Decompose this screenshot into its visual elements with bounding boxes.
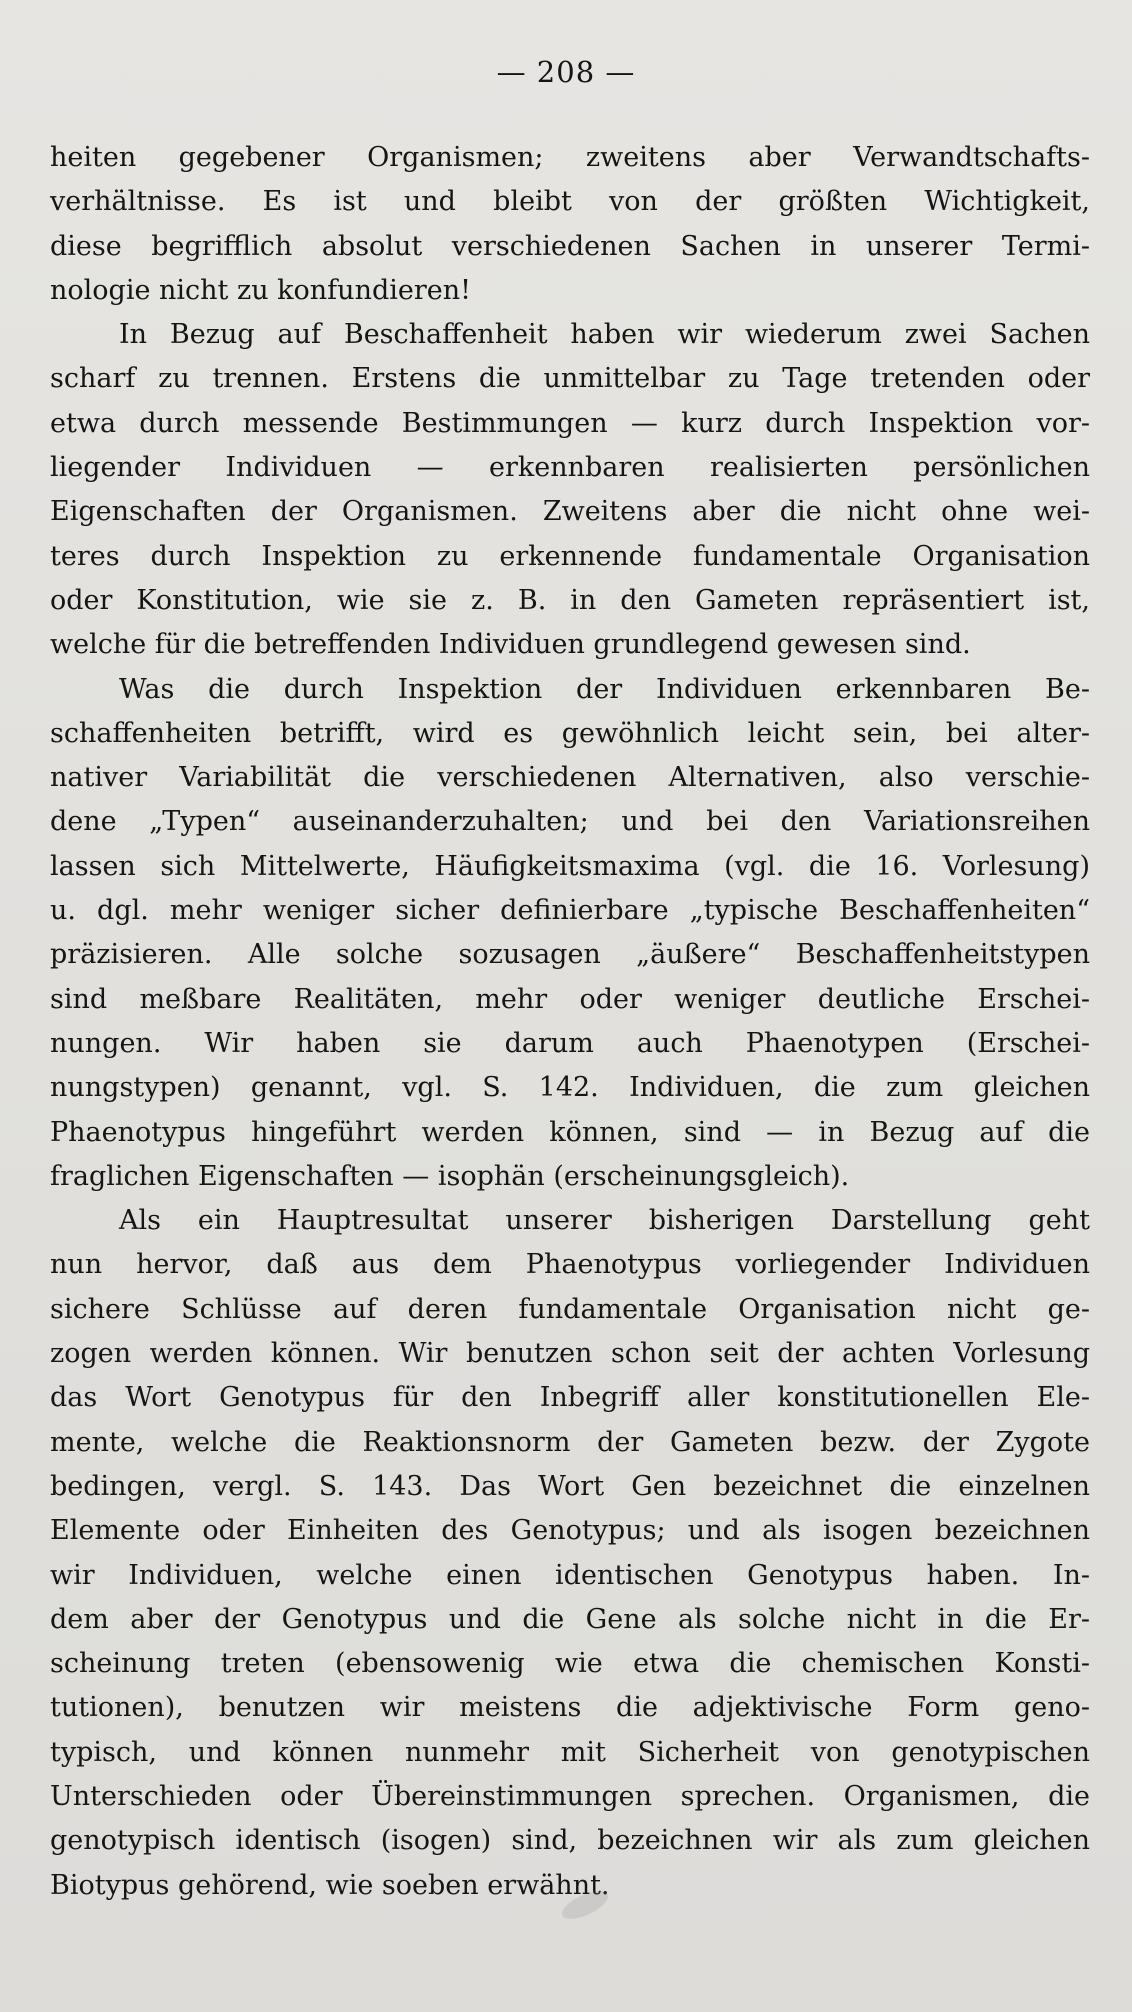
text-line: etwa durch messende Bestimmungen — kurz durch Inspektion vor- (50, 407, 1090, 439)
text-line: dem aber der Genotypus und die Gene als solche nicht in die Er- (50, 1603, 1090, 1635)
body-text (50, 136, 1090, 1908)
text-line: sind meßbare Realitäten, mehr oder weniger deutliche Erschei- (50, 983, 1090, 1015)
text-line: typisch, und können nunmehr mit Sicherheit von genotypischen (50, 1736, 1090, 1768)
text-line: mente, welche die Reaktionsnorm der Gameten bezw. der Zygote (50, 1426, 1090, 1458)
text-line: Unterschieden oder Übereinstimmungen sprechen. Organismen, die (50, 1780, 1090, 1812)
page-number: — 208 — (496, 55, 636, 89)
text-line: heiten gegebener Organismen; zweitens aber Verwandtschafts- (50, 142, 1090, 173)
text-line: scharf zu trennen. Erstens die unmittelbar zu Tage tretenden oder (50, 363, 1090, 395)
text-line: Was die durch Inspektion der Individuen erkennbaren Be- (119, 673, 1090, 705)
text-line: verhältnisse. Es ist und bleibt von der größten Wichtigkeit, (50, 186, 1090, 218)
text-line: diese begrifflich absolut verschiedenen Sachen in unserer Termi- (50, 230, 1090, 262)
text-line: liegender Individuen — erkennbaren realisierten persönlichen (50, 452, 1090, 484)
text-line: Als ein Hauptresultat unserer bisherigen Darstellung geht (119, 1205, 1090, 1237)
text-line: nativer Variabilität die verschiedenen Alternativen, also verschie- (50, 762, 1090, 794)
text-line: Eigenschaften der Organismen. Zweitens aber die nicht ohne wei- (50, 496, 1090, 528)
text-line: fraglichen Eigenschaften — isophän (erscheinungsgleich). (50, 1160, 850, 1192)
text-line: nologie nicht zu konfundieren! (50, 274, 471, 306)
text-line: wir Individuen, welche einen identischen Genotypus haben. In- (50, 1559, 1090, 1591)
text-line: Biotypus gehörend, wie soeben erwähnt. (50, 1869, 610, 1901)
text-line: lassen sich Mittelwerte, Häufigkeitsmaxima (vgl. die 16. Vorlesung) (50, 850, 1090, 882)
text-line: nun hervor, daß aus dem Phaenotypus vorliegender Individuen (50, 1249, 1090, 1281)
text-line: tutionen), benutzen wir meistens die adjektivische Form geno- (50, 1692, 1090, 1724)
text-line: In Bezug auf Beschaffenheit haben wir wiederum zwei Sachen (119, 319, 1090, 351)
text-line: Elemente oder Einheiten des Genotypus; und als isogen bezeichnen (50, 1515, 1090, 1547)
text-line: das Wort Genotypus für den Inbegriff aller konstitutionellen Ele- (50, 1382, 1090, 1414)
text-line: dene „Typen“ auseinanderzuhalten; und bei den Variationsreihen (50, 806, 1090, 838)
text-line: scheinung treten (ebensowenig wie etwa die chemischen Konsti- (50, 1648, 1090, 1680)
text-line: teres durch Inspektion zu erkennende fundamentale Organisation (50, 540, 1090, 572)
text-line: sichere Schlüsse auf deren fundamentale Organisation nicht ge- (50, 1293, 1090, 1325)
text-line: nungen. Wir haben sie darum auch Phaenotypen (Erschei- (50, 1027, 1090, 1059)
text-line: zogen werden können. Wir benutzen schon seit der achten Vorlesung (50, 1338, 1090, 1370)
text-line: bedingen, vergl. S. 143. Das Wort Gen bezeichnet die einzelnen (50, 1470, 1090, 1502)
text-line: welche für die betreffenden Individuen grundlegend gewesen sind. (50, 629, 971, 661)
text-line: genotypisch identisch (isogen) sind, bezeichnen wir als zum gleichen (50, 1825, 1090, 1857)
text-line: u. dgl. mehr weniger sicher definierbare „typische Beschaffenheiten“ (50, 895, 1090, 927)
text-line: präzisieren. Alle solche sozusagen „äußere“ Beschaffenheitstypen (50, 939, 1090, 971)
text-line: schaffenheiten betrifft, wird es gewöhnlich leicht sein, bei alter- (50, 717, 1090, 749)
text-line: nungstypen) genannt, vgl. S. 142. Individuen, die zum gleichen (50, 1072, 1090, 1104)
text-line: oder Konstitution, wie sie z. B. in den Gameten repräsentiert ist, (50, 584, 1090, 616)
text-line: Phaenotypus hingeführt werden können, sind — in Bezug auf die (50, 1116, 1090, 1148)
